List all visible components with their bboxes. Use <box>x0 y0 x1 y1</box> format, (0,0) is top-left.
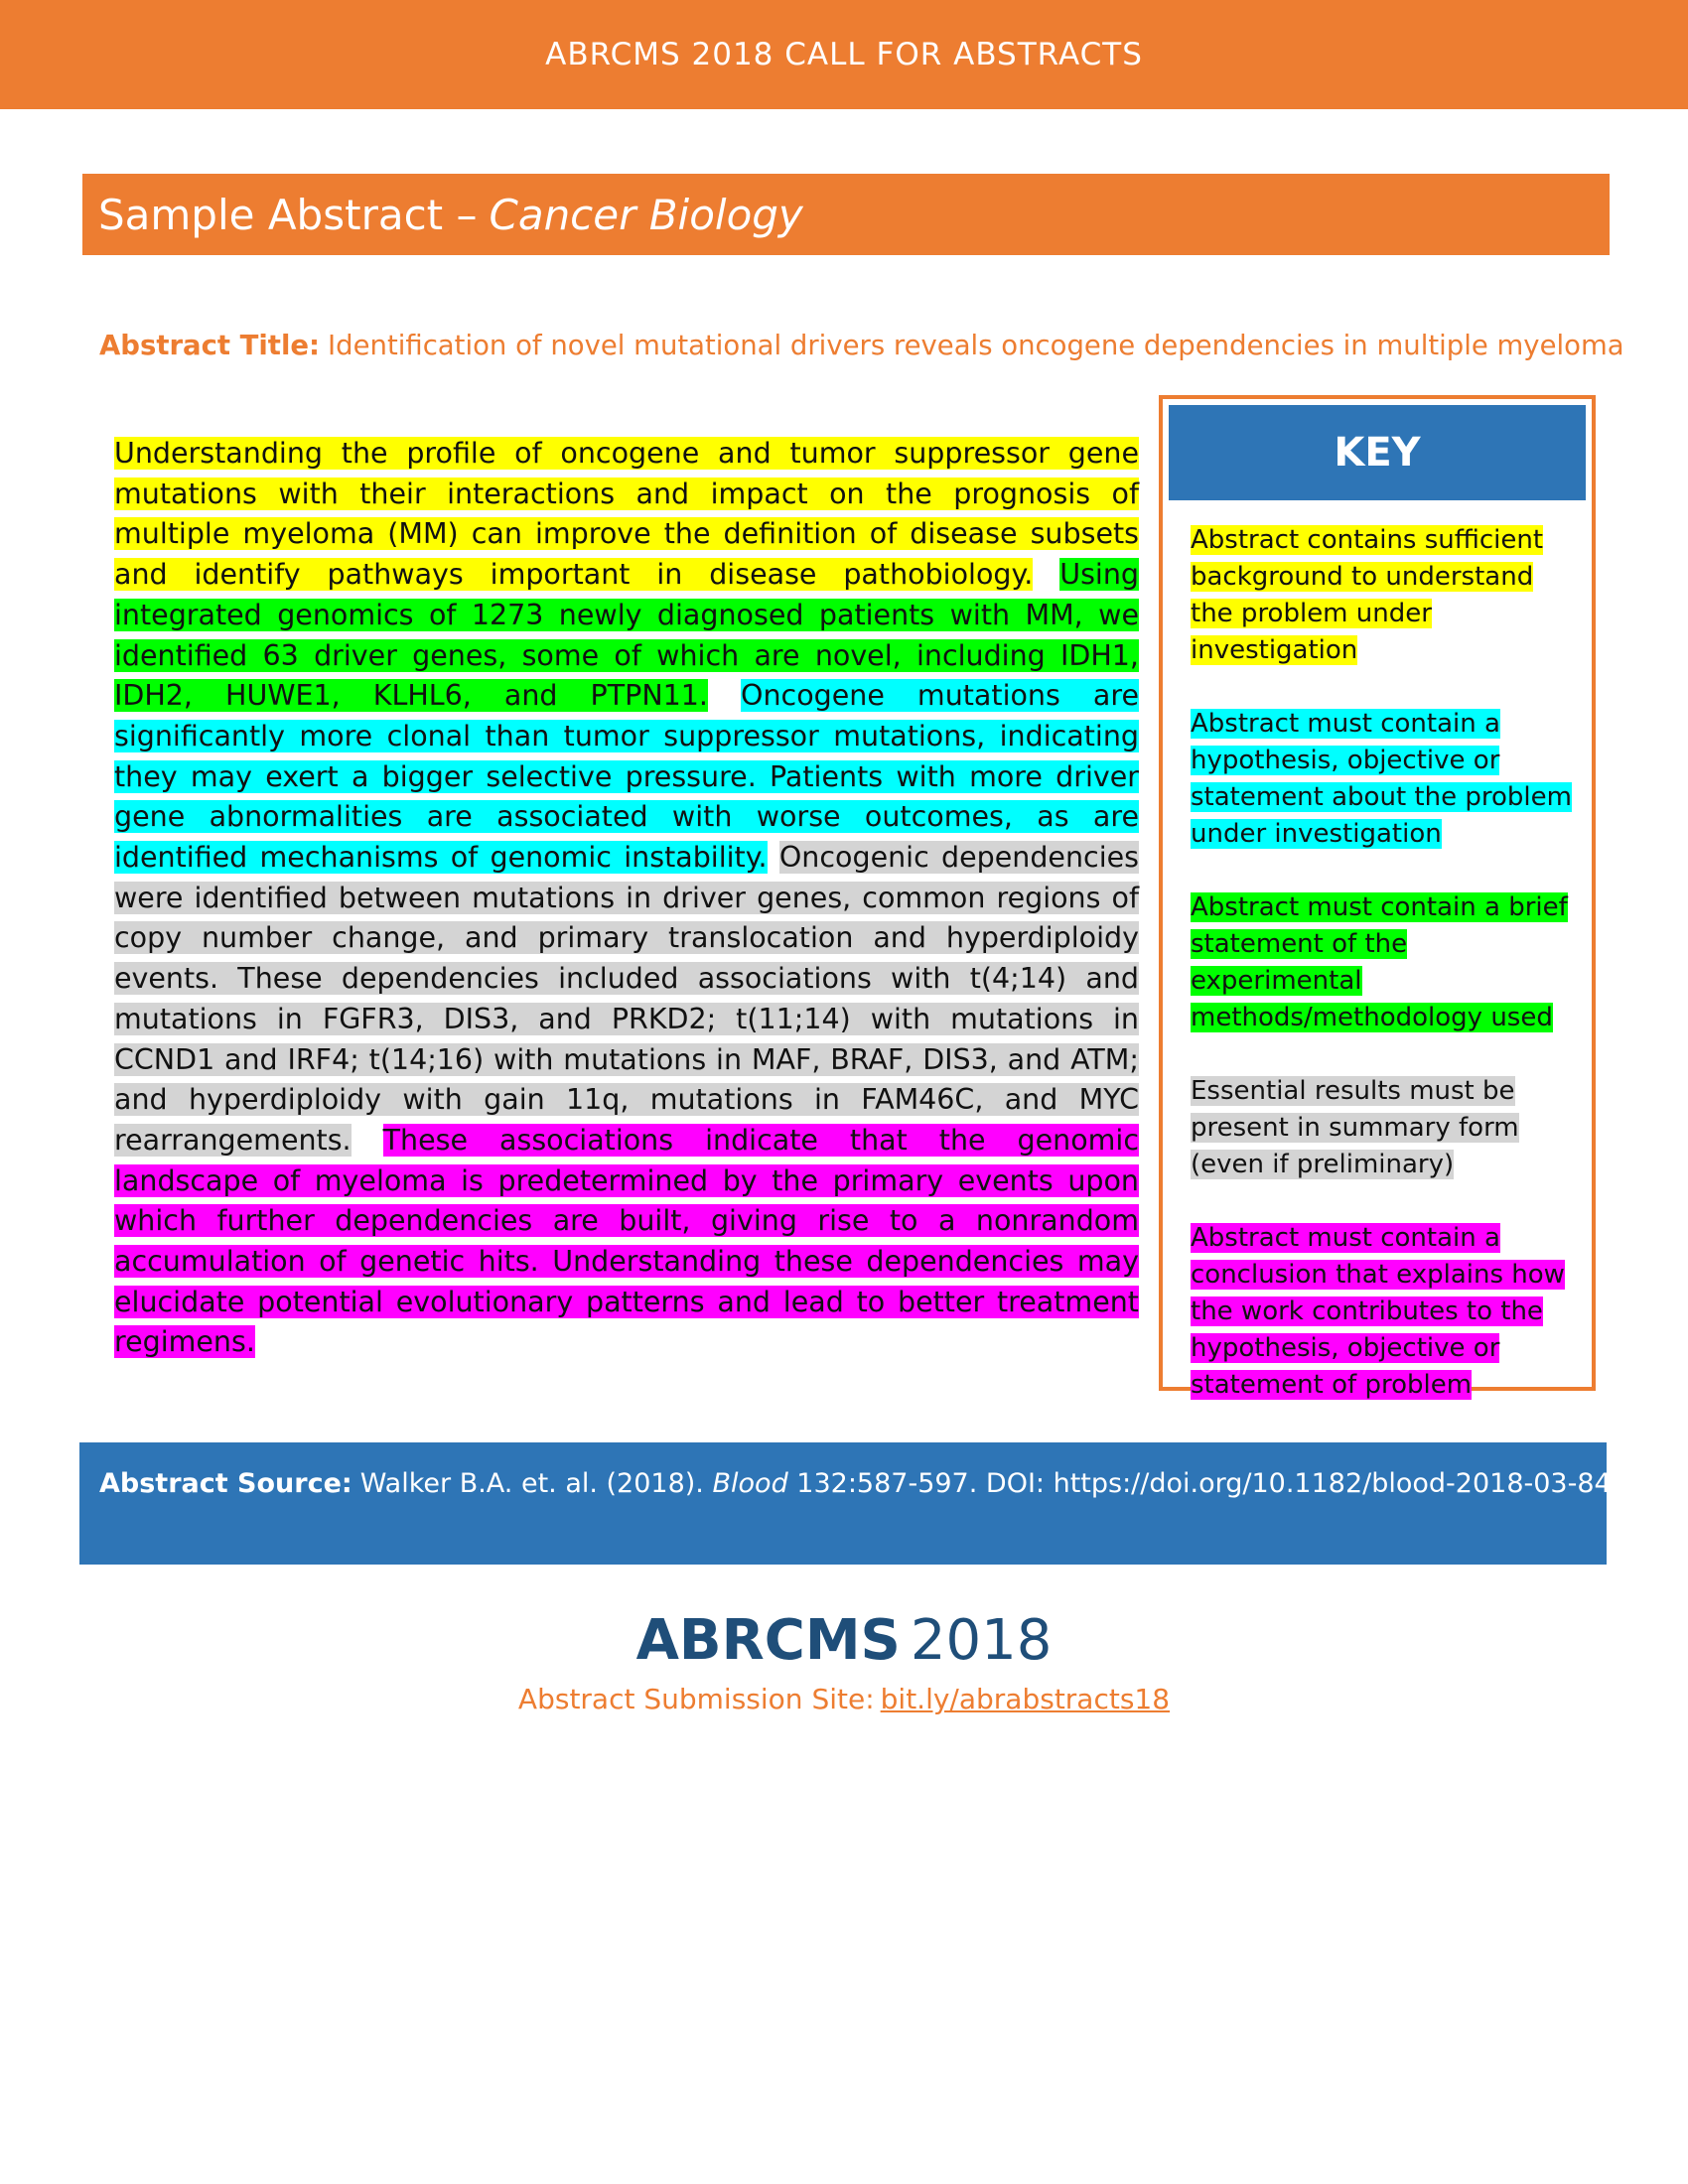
section-title: Sample Abstract – <box>98 190 478 239</box>
abstract-title-label: Abstract Title: <box>99 330 321 361</box>
source-label: Abstract Source: <box>99 1468 352 1499</box>
key-item-conclusion <box>1191 1220 1583 1404</box>
key-item-label: Abstract must contain a brief statement of the experimental methods/methodology used <box>1191 892 1568 1032</box>
banner-title: ABRCMS 2018 CALL FOR ABSTRACTS <box>545 37 1143 72</box>
key-item-label: Abstract contains sufficient background to understand the problem under investigation <box>1191 525 1544 665</box>
abstract-source <box>79 1442 1688 1565</box>
abstract-conclusion: These associations indicate that the genomic landscape of myeloma is predetermined by the primary events upon which further dependencies are built, giving rise to a nonrandom accumulation of genetic hits. Understanding these dependencies may elucidate potential evolutionary patterns and lead to better treatment regimens. <box>114 1123 1140 1359</box>
abstract-hypothesis: Oncogene mutations are significantly more clonal than tumor suppressor mutations, indicating they may exert a bigger selective pressure. Patients with more driver gene abnormalities are associated with worse outcomes, as are identified mechanisms of genomic instability. <box>114 679 1139 875</box>
source-citation: 132:587-597. DOI: https://doi.org/10.1182/blood-2018-03-840132. <box>796 1468 1688 1499</box>
footer-title <box>0 1608 1688 1673</box>
key-item-hypothesis <box>1191 706 1583 853</box>
source-journal: Blood <box>712 1468 788 1499</box>
submission-site-label: Abstract Submission Site: <box>517 1683 875 1715</box>
key-header <box>1169 405 1586 500</box>
footer-submission <box>0 1683 1688 1715</box>
key-item-background <box>1191 522 1583 669</box>
footer-brand: ABRCMS <box>635 1608 901 1673</box>
section-subject: Cancer Biology <box>489 190 803 239</box>
abstract-title-text: Identification of novel mutational drivers reveals oncogene dependencies in multiple myeloma <box>328 330 1624 361</box>
submission-site-link[interactable]: bit.ly/abrabstracts18 <box>880 1683 1171 1715</box>
section-title-bar <box>82 174 1610 255</box>
abstract-body <box>114 434 1139 1363</box>
source-authors: Walker B.A. et. al. (2018). <box>359 1468 704 1499</box>
key-title: KEY <box>1334 430 1421 476</box>
abstract-title <box>99 330 1624 361</box>
abstract-results: Oncogenic dependencies were identified between mutations in driver genes, common regions of copy number change, and primary translocation and hyperdiploidy events. These dependencies included associations with t(4;14) and mutations in FGFR3, DIS3, and PRKD2; t(11;14) with mutations in CCND1 and IRF4; t(14;16) with mutations in MAF, BRAF, DIS3, and ATM; and hyperdiploidy with gain 11q, mutations in FAM46C, and MYC rearrangements. <box>114 841 1139 1157</box>
key-item-label: Abstract must contain a hypothesis, objective or statement about the problem under investigation <box>1191 709 1572 849</box>
key-item-methods <box>1191 889 1583 1036</box>
key-item-label: Essential results must be present in summary form (even if preliminary) <box>1191 1076 1519 1179</box>
abstract-background: Understanding the profile of oncogene and tumor suppressor gene mutations with their interactions and impact on the prognosis of multiple myeloma (MM) can improve the definition of disease subsets and identify pathways important in disease pathobiology. <box>114 437 1139 592</box>
top-banner <box>0 0 1688 109</box>
key-item-results <box>1191 1073 1583 1183</box>
key-item-label: Abstract must contain a conclusion that explains how the work contributes to the hypothesis, objective or statement of problem <box>1191 1223 1565 1400</box>
footer-year: 2018 <box>910 1608 1053 1673</box>
abstract-methods: Using integrated genomics of 1273 newly diagnosed patients with MM, we identified 63 driver genes, some of which are novel, including IDH1, IDH2, HUWE1, KLHL6, and PTPN11. <box>114 558 1139 713</box>
key-list <box>1163 500 1592 1404</box>
key-panel <box>1159 395 1596 1400</box>
